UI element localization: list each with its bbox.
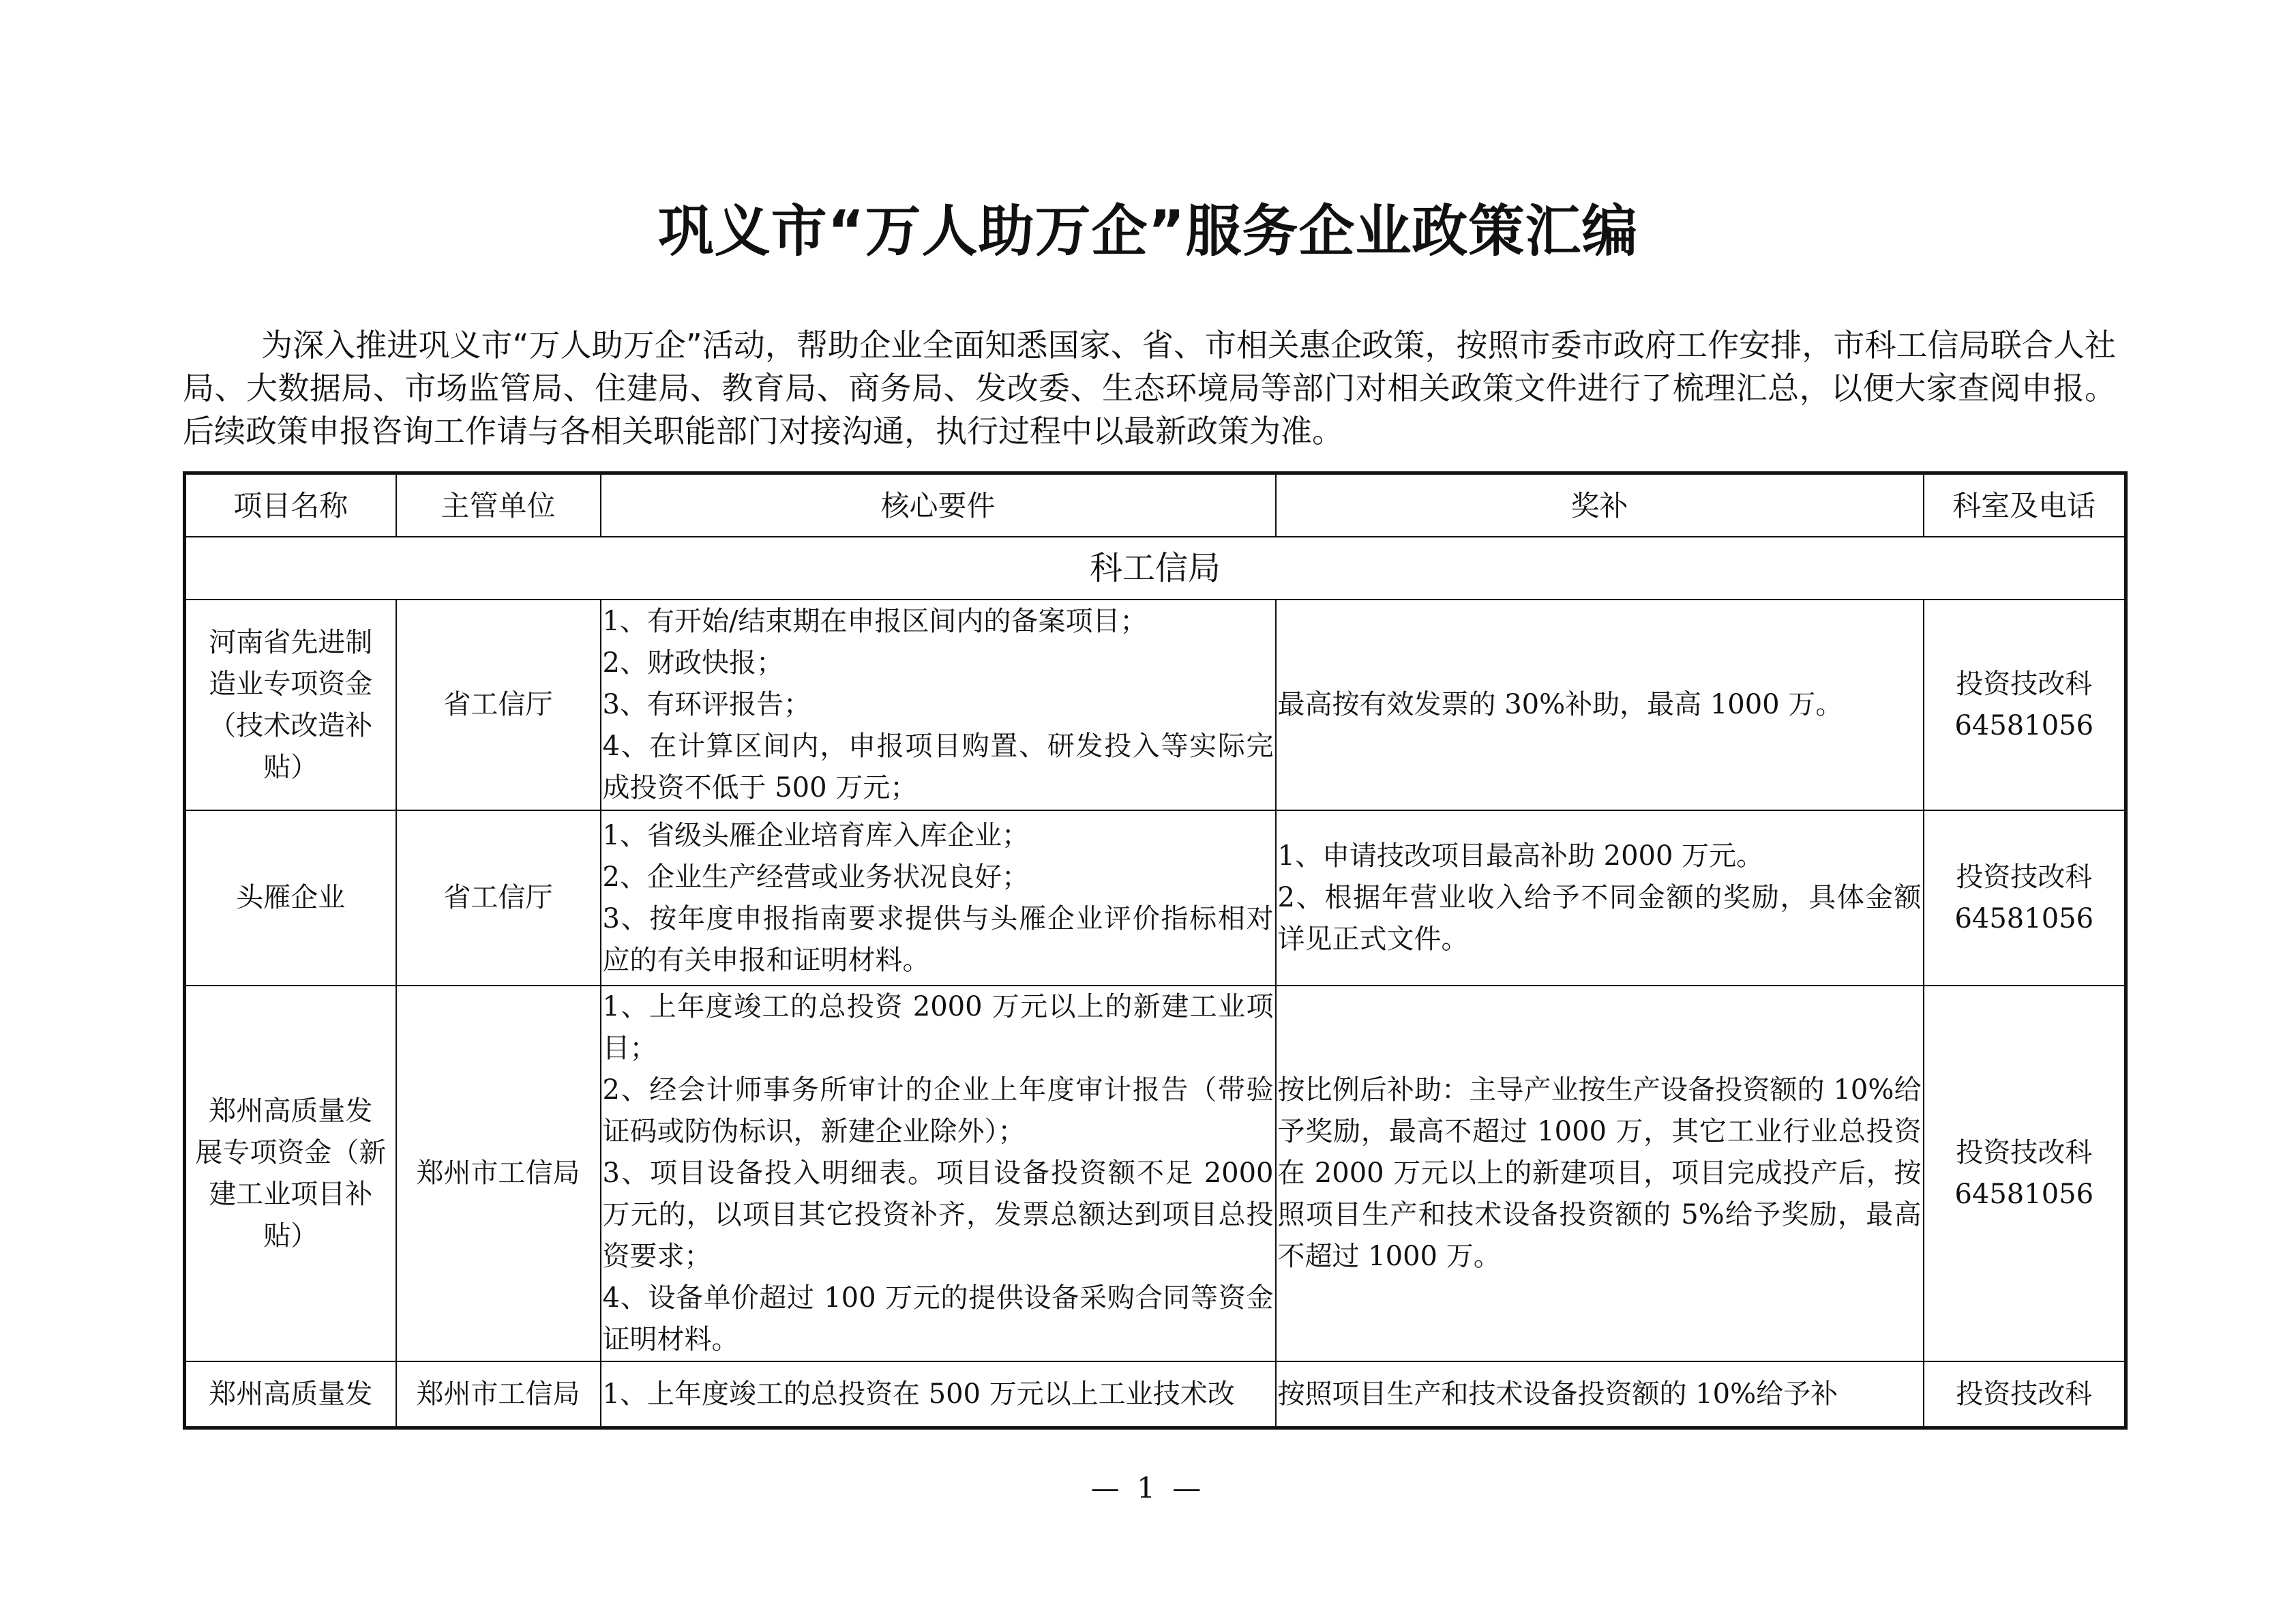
- reward-item: 2、根据年营业收入给予不同金额的奖励，具体金额详见正式文件。: [1277, 882, 1922, 955]
- office-phone-cell: [1924, 600, 2126, 810]
- reward-cell: [1276, 810, 1924, 986]
- project-name-line: 建工业项目补: [209, 1178, 373, 1210]
- requirement-item: 4、设备单价超过 100 万元的提供设备采购合同等资金证明材料。: [602, 1282, 1274, 1355]
- office-phone-cell: [1924, 986, 2126, 1361]
- page-number: — 1 —: [1090, 1471, 1206, 1505]
- reward-cell: [1276, 600, 1924, 810]
- requirement-item: 4、在计算区间内，申报项目购置、研发投入等实际完成投资不低于 500 万元；: [602, 730, 1274, 803]
- project-name-line: （技术改造补: [209, 709, 373, 741]
- department-cell: 郑州市工信局: [396, 986, 601, 1361]
- reward-item: 按照项目生产和技术设备投资额的 10%给予补: [1277, 1378, 1838, 1410]
- intro-paragraph: 为深入推进巩义市“万人助万企”活动，帮助企业全面知悉国家、省、市相关惠企政策，按照市委市政府工作安排，市科工信局联合人社局、大数据局、市场监管局、住建局、教育局、商务局、发改委、生态环境局等部门对相关政策文件进行了梳理汇总，以便大家查阅申报。后续政策申报咨询工作请与各相关职能部门对接沟通，执行过程中以最新政策为准。: [183, 327, 2116, 449]
- project-name-line: 头雁企业: [236, 882, 346, 913]
- reward-item: 1、申请技改项目最高补助 2000 万元。: [1277, 840, 1764, 872]
- requirement-item: 3、项目设备投入明细表。项目设备投资额不足 2000 万元的，以项目其它投资补齐，发票总额达到项目总投资要求；: [602, 1157, 1274, 1272]
- table-row: [185, 810, 2126, 986]
- header-requirements: 核心要件: [601, 473, 1276, 537]
- table-row: [185, 986, 2126, 1361]
- project-name-cell: [185, 1361, 396, 1428]
- requirement-item: 1、省级头雁企业培育库入库企业；: [602, 819, 1029, 851]
- table-header-row: [185, 473, 2126, 537]
- project-name-line: 郑州高质量发: [209, 1095, 373, 1127]
- department-cell: 郑州市工信局: [396, 1361, 601, 1428]
- project-name-line: 造业专项资金: [209, 668, 373, 700]
- department-cell: 省工信厅: [396, 600, 601, 810]
- requirements-cell: [601, 810, 1276, 986]
- table-row: [185, 600, 2126, 810]
- project-name-cell: [185, 600, 396, 810]
- office-name: 投资技改科: [1956, 1378, 2093, 1410]
- requirement-item: 2、财政快报；: [602, 647, 784, 679]
- reward-item: 最高按有效发票的 30%补助，最高 1000 万。: [1277, 689, 1843, 720]
- office-phone: 64581056: [1954, 1178, 2094, 1210]
- document-title: 巩义市“万人助万企”服务企业政策汇编: [657, 199, 1639, 264]
- office-phone-cell: [1924, 810, 2126, 986]
- office-name: 投资技改科: [1956, 668, 2093, 700]
- requirements-cell: [601, 600, 1276, 810]
- requirement-item: 1、有开始/结束期在申报区间内的备案项目；: [602, 606, 1148, 637]
- section-title: 科工信局: [185, 537, 2126, 600]
- department-cell: 省工信厅: [396, 810, 601, 986]
- project-name-line: 展专项资金（新: [195, 1136, 387, 1168]
- requirement-item: 3、按年度申报指南要求提供与头雁企业评价指标相对应的有关申报和证明材料。: [602, 902, 1274, 976]
- requirement-item: 3、有环评报告；: [602, 689, 811, 720]
- project-name-line: 贴）: [263, 1220, 318, 1252]
- reward-cell: [1276, 1361, 1924, 1428]
- project-name-cell: [185, 810, 396, 986]
- office-phone-cell: [1924, 1361, 2126, 1428]
- requirement-item: 2、经会计师事务所审计的企业上年度审计报告（带验证码或防伪标识，新建企业除外）；: [602, 1074, 1274, 1147]
- project-name-line: 河南省先进制: [209, 626, 373, 658]
- requirements-cell: [601, 1361, 1276, 1428]
- header-project-name: 项目名称: [185, 473, 396, 537]
- table-row: [185, 1361, 2126, 1428]
- reward-item: 按比例后补助：主导产业按生产设备投资额的 10%给予奖励，最高不超过 1000 万，其它工业行业总投资在 2000 万元以上的新建项目，项目完成投产后，按照项目生产和技术设备投资额的 5%给予奖励，最高不超过 1000 万。: [1277, 1074, 1922, 1272]
- office-phone: 64581056: [1954, 709, 2094, 741]
- requirement-item: 1、上年度竣工的总投资 2000 万元以上的新建工业项目；: [602, 991, 1274, 1064]
- header-office-phone: 科室及电话: [1924, 473, 2126, 537]
- requirement-item: 2、企业生产经营或业务状况良好；: [602, 861, 1029, 893]
- policy-table: [183, 471, 2128, 1430]
- project-name-line: 郑州高质量发: [209, 1378, 373, 1410]
- section-row: [185, 537, 2126, 600]
- header-department: 主管单位: [396, 473, 601, 537]
- requirement-item: 1、上年度竣工的总投资在 500 万元以上工业技术改: [602, 1378, 1235, 1410]
- office-name: 投资技改科: [1956, 1136, 2093, 1168]
- office-phone: 64581056: [1954, 902, 2094, 934]
- project-name-cell: [185, 986, 396, 1361]
- project-name-line: 贴）: [263, 751, 318, 783]
- header-reward: 奖补: [1276, 473, 1924, 537]
- reward-cell: [1276, 986, 1924, 1361]
- office-name: 投资技改科: [1956, 861, 2093, 893]
- requirements-cell: [601, 986, 1276, 1361]
